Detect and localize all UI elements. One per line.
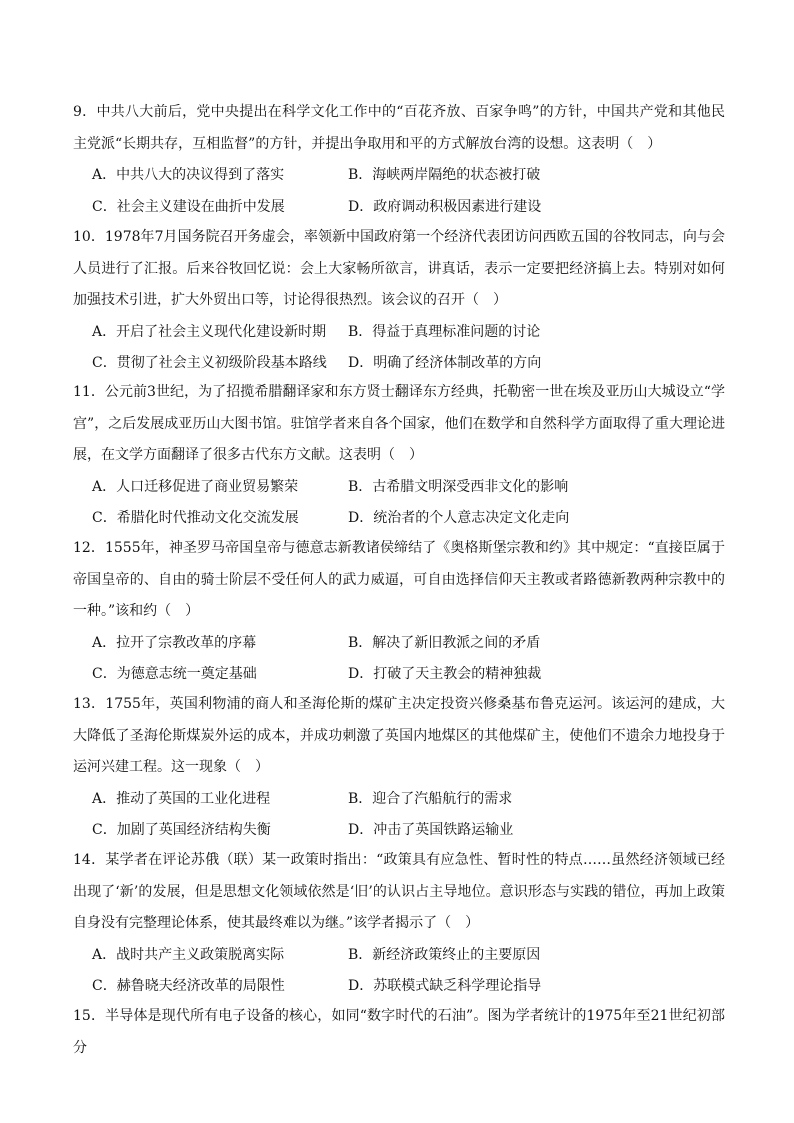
question-stem: 13．1755年，英国利物浦的商人和圣海伦斯的煤矿主决定投资兴修桑基布鲁克运河。该运河的建成，大大降低了圣海伦斯煤炭外运的成本，并成功刺激了英国内地煤区的其他煤矿主，使他们不遗余力地投身于运河兴建工程。这一现象（ ） [73, 696, 725, 775]
question-13 [73, 689, 725, 847]
question-10 [73, 222, 725, 380]
option-c[interactable]: C．为德意志统一奠定基础 [92, 666, 257, 682]
question-11 [73, 377, 725, 535]
option-b[interactable]: B．得益于真理标准问题的讨论 [348, 323, 541, 340]
option-b[interactable]: B．新经济政策终止的主要原因 [348, 946, 541, 963]
option-c[interactable]: C．加剧了英国经济结构失衡 [92, 822, 271, 838]
question-15 [73, 1001, 725, 1064]
option-a[interactable]: A．中共八大的决议得到了落实 [92, 167, 285, 183]
option-a[interactable]: A．开启了社会主义现代化建设新时期 [92, 323, 327, 340]
options-row [73, 784, 725, 816]
question-stem: 12．1555年，神圣罗马帝国皇帝与德意志新教诸侯缔结了《奥格斯堡宗教和约》其中规定：“直接臣属于帝国皇帝的、自由的骑士阶层不受任何人的武力威逼，可自由选择信仰天主教或者路德新教两种宗教中的一种。”该和约（ ） [73, 540, 725, 619]
option-d[interactable]: D．打破了天主教会的精神独裁 [348, 666, 542, 682]
question-9 [73, 97, 725, 223]
option-b[interactable]: B．古希腊文明深受西非文化的影响 [348, 478, 569, 495]
options-row [73, 971, 725, 1003]
option-c[interactable]: C．贯彻了社会主义初级阶段基本路线 [92, 355, 327, 371]
options-row [73, 317, 725, 349]
option-a[interactable]: A．拉开了宗教改革的序幕 [92, 634, 257, 651]
option-d[interactable]: D．政府调动积极因素进行建设 [348, 198, 542, 215]
option-c[interactable]: C．社会主义建设在曲折中发展 [92, 198, 285, 215]
options-row [73, 659, 725, 691]
options-row [73, 348, 725, 380]
option-a[interactable]: A．人口迁移促进了商业贸易繁荣 [92, 478, 299, 495]
options-row [73, 628, 725, 660]
options-row [73, 472, 725, 504]
option-b[interactable]: B．迎合了汽船航行的需求 [348, 790, 513, 807]
question-stem: 9．中共八大前后，党中央提出在科学文化工作中的“百花齐放、百家争鸣”的方针，中国共产党和其他民主党派“长期共存，互相监督”的方针，并提出争取用和平的方式解放台湾的设想。这表明（ ） [73, 104, 725, 152]
option-b[interactable]: B．解决了新旧教派之间的矛盾 [348, 634, 541, 651]
option-b[interactable]: B．海峡两岸隔绝的状态被打破 [348, 167, 541, 183]
question-12 [73, 533, 725, 691]
option-d[interactable]: D．冲击了英国铁路运输业 [348, 822, 514, 838]
options-row [73, 160, 725, 192]
option-a[interactable]: A．战时共产主义政策脱离实际 [92, 946, 285, 963]
question-14 [73, 845, 725, 1003]
option-a[interactable]: A．推动了英国的工业化进程 [92, 790, 271, 807]
options-row [73, 815, 725, 847]
question-stem: 14．某学者在评论苏俄（联）某一政策时指出：“政策具有应急性、暂时性的特点……虽然经济领域已经出现了‘新’的发展，但是思想文化领域依然是‘旧’的认识占主导地位。意识形态与实践的错位，再加上政策自身没有完整理论体系，使其最终难以为继。”该学者揭示了（ ） [73, 852, 725, 931]
question-stem: 10．1978年7月国务院召开务虚会，率领新中国政府第一个经济代表团访问西欧五国的谷牧同志，向与会人员进行了汇报。后来谷牧回忆说：会上大家畅所欲言，讲真话，表示一定要把经济搞上去。特别对如何加强技术引进，扩大外贸出口等，讨论得很热烈。该会议的召开（ ） [73, 229, 725, 308]
option-d[interactable]: D．明确了经济体制改革的方向 [348, 355, 542, 371]
option-c[interactable]: C．希腊化时代推动文化交流发展 [92, 510, 299, 526]
option-d[interactable]: D．统治者的个人意志决定文化走向 [348, 510, 570, 526]
options-row [73, 192, 725, 224]
option-c[interactable]: C．赫鲁晓夫经济改革的局限性 [92, 978, 285, 994]
options-row [73, 503, 725, 535]
option-d[interactable]: D．苏联模式缺乏科学理论指导 [348, 978, 542, 994]
options-row [73, 940, 725, 972]
question-stem: 11．公元前3世纪，为了招揽希腊翻译家和东方贤士翻译东方经典，托勒密一世在埃及亚历山大城设立“学宫”，之后发展成亚历山大图书馆。驻馆学者来自各个国家，他们在数学和自然科学方面取得了重大理论进展，在文学方面翻译了很多古代东方文献。这表明（ ） [73, 384, 725, 463]
question-stem: 15．半导体是现代所有电子设备的核心，如同“数字时代的石油”。图为学者统计的1975年至21世纪初部分 [73, 1008, 725, 1056]
